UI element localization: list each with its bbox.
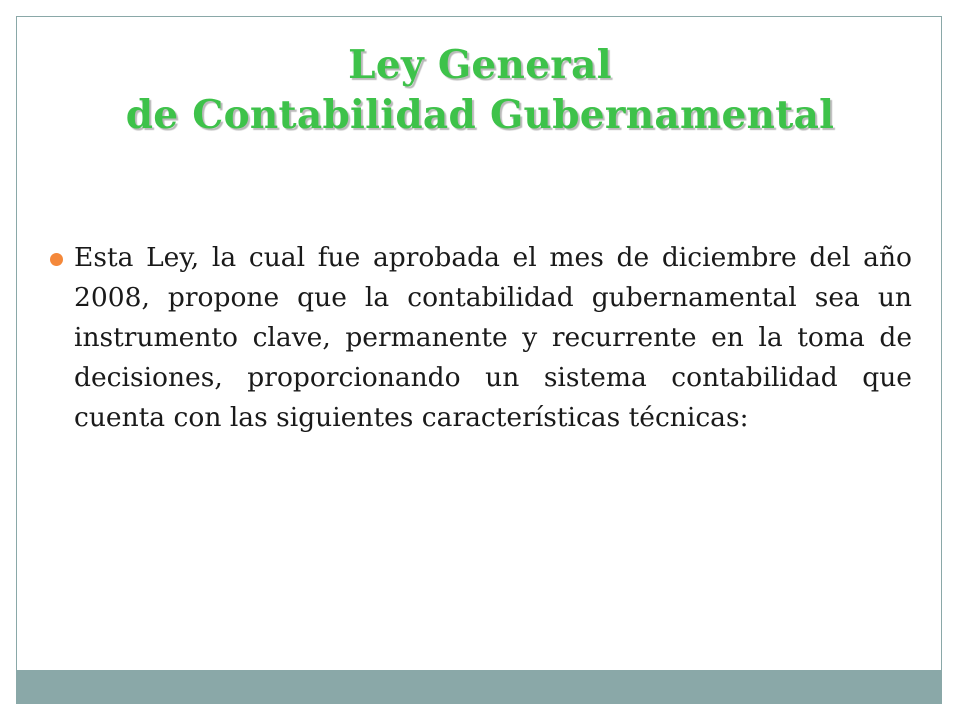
footer-bar — [17, 670, 941, 703]
bullet-item — [74, 238, 912, 438]
bullet-text: Esta Ley, la cual fue aprobada el mes de diciembre del año 2008, propone que la contabilidad gubernamental sea un instrumento clave, permanente y recurrente en la toma de decisiones, proporcionando un sistema contabilidad que cuenta con las siguientes características técnicas: — [74, 242, 912, 433]
bullet-list — [74, 238, 912, 438]
bullet-dot-icon — [50, 253, 63, 266]
title-line-2: de Contabilidad Gubernamental — [125, 92, 835, 138]
title-line-1: Ley General — [348, 42, 612, 88]
slide-title — [20, 40, 940, 140]
